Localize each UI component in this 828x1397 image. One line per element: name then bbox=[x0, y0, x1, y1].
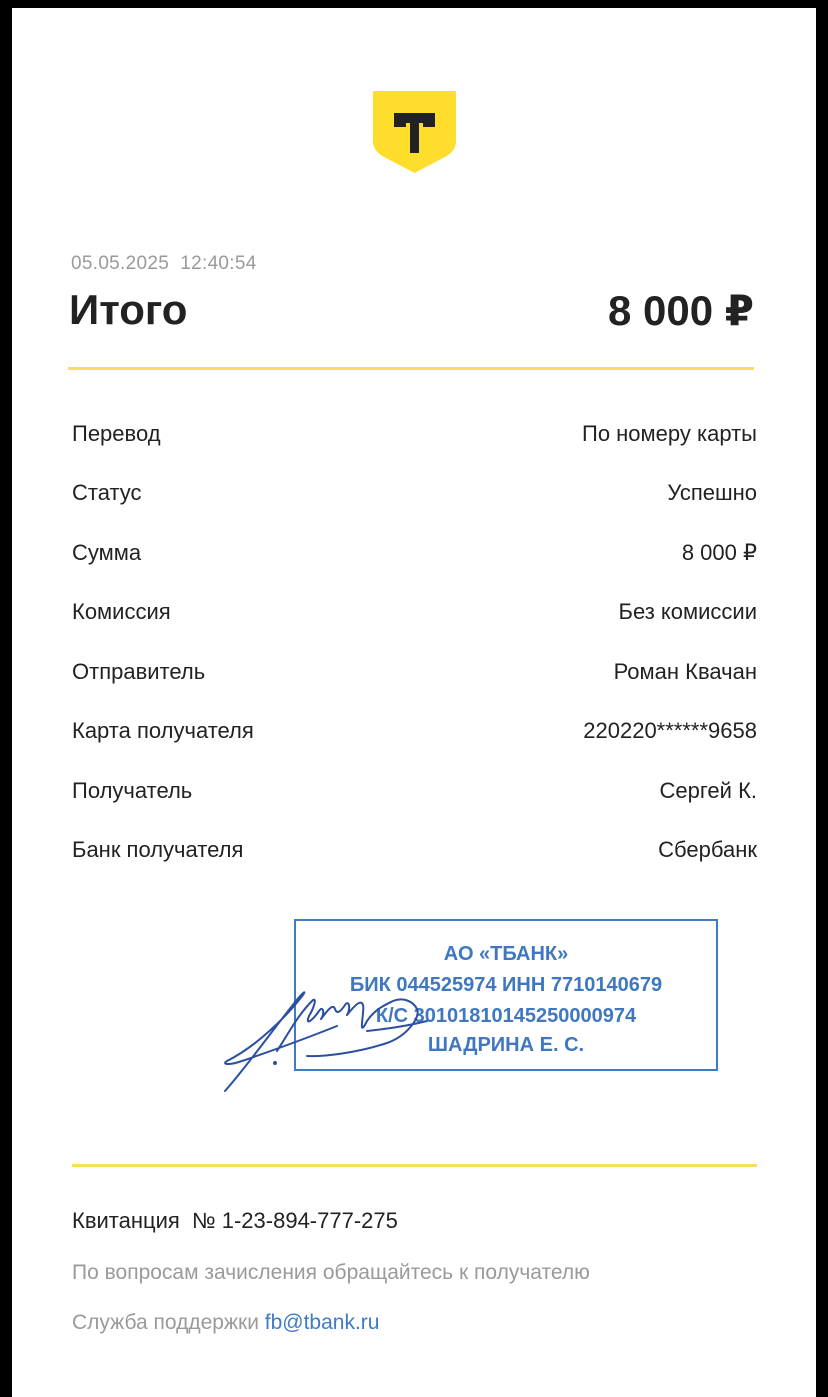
receipt bbox=[12, 8, 816, 1397]
signature bbox=[217, 981, 447, 1096]
receipt-number: Квитанция № 1-23-894-777-275 bbox=[72, 1208, 398, 1233]
stamp-correspondent-account: К/С 30101810145250000974 bbox=[375, 1005, 637, 1027]
detail-row-commission bbox=[72, 583, 757, 643]
detail-value: 220220******9658 bbox=[583, 718, 757, 744]
transaction-datetime: 05.05.2025 12:40:54 bbox=[71, 253, 257, 274]
divider bbox=[68, 367, 754, 370]
detail-value: Роман Квачан bbox=[613, 658, 757, 684]
detail-label: Комиссия bbox=[72, 599, 171, 625]
detail-row-recipient-card bbox=[72, 702, 757, 762]
detail-value: 8 000 ₽ bbox=[681, 539, 757, 565]
detail-row-recipient-bank bbox=[72, 821, 757, 881]
stamp-bank-name: АО «ТБАНК» bbox=[443, 943, 569, 965]
stamp-bik-inn: БИК 044525974 ИНН 7710140679 bbox=[349, 974, 663, 996]
detail-value: Сбербанк bbox=[658, 837, 757, 863]
divider bbox=[72, 1164, 757, 1167]
tbank-logo bbox=[373, 91, 456, 181]
detail-label: Банк получателя bbox=[72, 837, 244, 863]
stamp-signatory: ШАДРИНА Е. С. bbox=[427, 1034, 585, 1056]
detail-label: Получатель bbox=[72, 777, 193, 803]
support-label: Служба поддержки bbox=[72, 1311, 265, 1334]
footer-note: По вопросам зачисления обращайтесь к получателю bbox=[72, 1261, 590, 1284]
detail-row-transfer bbox=[72, 404, 757, 464]
detail-value: По номеру карты bbox=[582, 420, 757, 446]
detail-value: Без комиссии bbox=[618, 599, 757, 625]
detail-label: Сумма bbox=[72, 539, 142, 565]
detail-row-status bbox=[72, 464, 757, 524]
support-line bbox=[72, 1311, 379, 1335]
detail-row-amount bbox=[72, 523, 757, 583]
detail-row-recipient bbox=[72, 761, 757, 821]
details-list bbox=[72, 404, 757, 880]
total-label: Итого bbox=[69, 286, 188, 333]
detail-label: Перевод bbox=[72, 420, 161, 446]
total-amount: 8 000 ₽ bbox=[608, 287, 754, 334]
detail-value: Сергей К. bbox=[659, 777, 757, 803]
detail-label: Статус bbox=[72, 480, 142, 506]
detail-value: Успешно bbox=[667, 480, 757, 506]
detail-label: Карта получателя bbox=[72, 718, 254, 744]
detail-label: Отправитель bbox=[72, 658, 206, 684]
support-email-link[interactable]: fb@tbank.ru bbox=[264, 1311, 380, 1334]
detail-row-sender bbox=[72, 642, 757, 702]
